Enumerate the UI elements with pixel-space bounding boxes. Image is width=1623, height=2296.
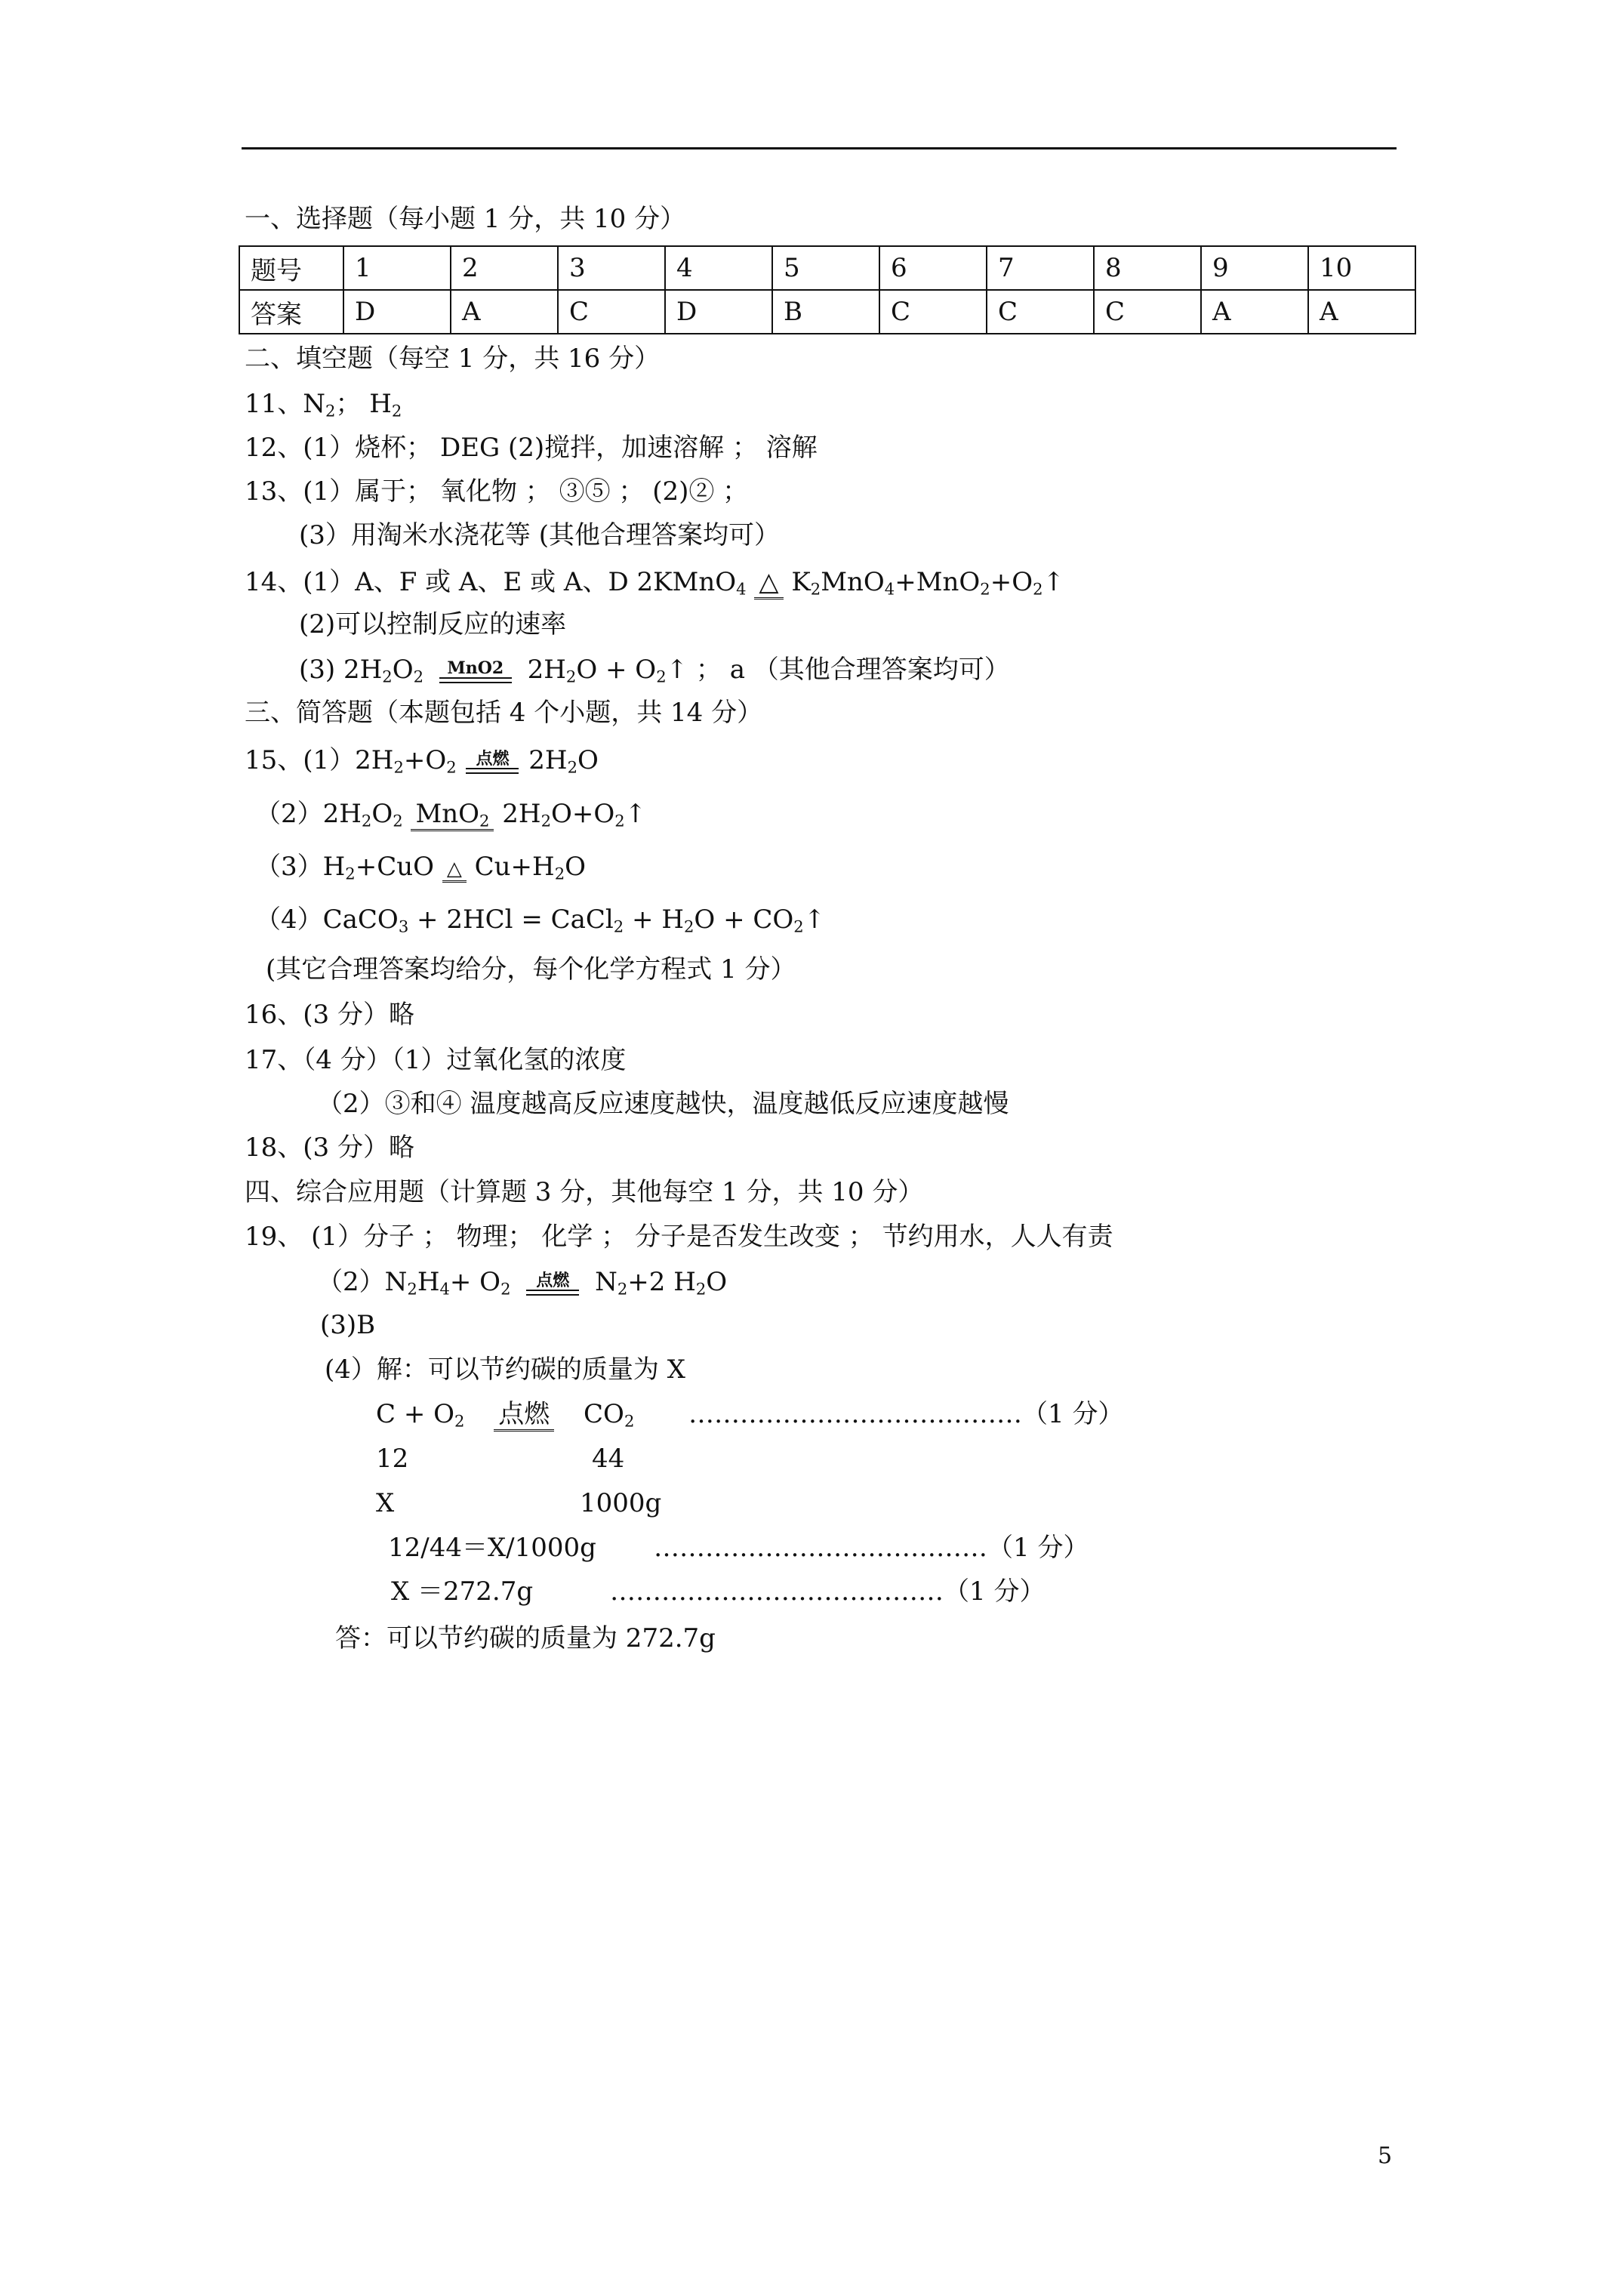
q15-text: 15、(1）2H (245, 745, 394, 775)
q19-answer: 答：可以节约碳的质量为 272.7g (335, 1623, 716, 1653)
q11-mid: ； H (335, 389, 392, 419)
ignition-condition: 点燃 (494, 1399, 554, 1432)
q15-text: + H (624, 905, 684, 935)
q19-ratio: 12/44＝X/1000g (388, 1533, 596, 1563)
q17-line2: （2）③和④ 温度越高反应速度越快，温度越低反应速度越慢 (317, 1089, 1009, 1119)
q14-line3: (3) $2H_2O_2$ MnO2 $2H_2O$ + $O_2↑$ ； a （其他合理答案均可） (299, 655, 1010, 686)
q19-unknown-x: X (376, 1488, 395, 1518)
q14-text: +O (990, 567, 1033, 597)
table-cell: C (987, 290, 1094, 334)
table-cell: 5 (772, 246, 879, 290)
q19-score-3: …………………………………（1 分） (610, 1576, 1046, 1607)
table-cell: 6 (879, 246, 987, 290)
q15-text: O (565, 852, 586, 882)
q19-text: O (706, 1267, 728, 1297)
q15-text: +CuO (355, 852, 434, 882)
answer-table (239, 245, 1416, 334)
q19-text: N (595, 1267, 617, 1297)
table-cell: 1 (343, 246, 451, 290)
table-cell: A (451, 290, 558, 334)
table-cell: A (1308, 290, 1415, 334)
q14-text: O + O (576, 655, 657, 685)
q14-line2: (2)可以控制反应的速率 (299, 609, 567, 639)
q13-line2: (3）用淘米水浇花等 (其他合理答案均可） (299, 520, 780, 550)
q19-mass-12: 12 (376, 1444, 409, 1474)
table-cell: 3 (558, 246, 665, 290)
q19-text: H (417, 1267, 440, 1297)
q18-line: 18、(3 分）略 (245, 1133, 414, 1163)
q14-text: MnO (821, 567, 885, 597)
q14-line1: 14、(1）A、F 或 A、E 或 A、D 2KMnO$_4$ △ $K_2MnO_4+MnO_2+O_2↑$ (245, 567, 1064, 599)
row-label-answer: 答案 (239, 290, 343, 334)
q15-text: +O (403, 745, 447, 775)
q15-text: （4）CaCO (255, 905, 399, 935)
q14-text: K (791, 567, 811, 597)
table-cell: 4 (665, 246, 772, 290)
q14-text: 2H (527, 655, 566, 685)
up-arrow-icon: ↑ (624, 799, 647, 829)
table-cell: 8 (1094, 246, 1201, 290)
q15-line2: $(2)2H_2O_2$ MnO$_2$ $2H_2O+O_2↑$ (255, 799, 647, 831)
ignition-condition: 点燃 (526, 1271, 579, 1296)
section2-title: 二、填空题（每空 1 分，共 16 分） (245, 344, 661, 374)
q11-sub: 2 (391, 401, 402, 421)
table-cell: B (772, 290, 879, 334)
q11-line (245, 387, 402, 427)
q19-equation: $C + O_2$ 点燃 $CO_2$ (376, 1399, 635, 1431)
table-row (239, 290, 1415, 334)
q15-line3: $(3)H_2+CuO$ △ $Cu+H_2O$ (255, 852, 586, 883)
q11-sub: 2 (325, 401, 336, 421)
q19-text: CO (584, 1399, 624, 1429)
row-label-number: 题号 (239, 246, 343, 290)
q15-note: (其它合理答案均给分，每个化学方程式 1 分） (266, 954, 796, 985)
heat-condition: △ (754, 567, 783, 599)
up-arrow-icon: ↑ (1042, 567, 1064, 597)
q19-score-1: …………………………………（1 分） (688, 1399, 1124, 1429)
table-cell: 9 (1201, 246, 1308, 290)
table-cell: C (1094, 290, 1201, 334)
table-cell: 7 (987, 246, 1094, 290)
q11-prefix: 11、N (245, 389, 326, 419)
q19-line3: (3)B (320, 1310, 376, 1340)
q15-text: O (577, 745, 599, 775)
table-row (239, 246, 1415, 290)
q19-mass-1000: 1000g (580, 1488, 662, 1518)
section3-title: 三、简答题（本题包括 4 个小题，共 14 分） (245, 698, 763, 728)
q17-line1: 17、（4 分）（1）过氧化氢的浓度 (245, 1045, 627, 1075)
table-cell: A (1201, 290, 1308, 334)
catalyst-condition: MnO$_2$ (411, 799, 494, 831)
table-cell: 2 (451, 246, 558, 290)
table-cell: D (665, 290, 772, 334)
q19-line1: 19、 (1）分子 ； 物理； 化学 ； 分子是否发生改变 ； 节约用水，人人有责 (245, 1222, 1113, 1252)
page-number: 5 (1378, 2143, 1393, 2169)
table-cell: 10 (1308, 246, 1415, 290)
section1-title: 一、选择题（每小题 1 分，共 10 分） (245, 204, 686, 234)
ignition-condition: 点燃 (466, 750, 519, 774)
up-arrow-icon: ↑ (803, 905, 826, 935)
q19-line4: (4）解：可以节约碳的质量为 X (325, 1354, 685, 1385)
q19-mass-44: 44 (592, 1444, 625, 1474)
q19-text: （2）N (317, 1267, 408, 1297)
q14-text: (3) 2H (299, 655, 383, 685)
q13-line1: 13、(1）属于； 氧化物 ； ③⑤ ； (2)② ； (245, 476, 749, 507)
q19-text: +2 H (627, 1267, 696, 1297)
q15-text: O+O (551, 799, 615, 829)
q14-text: +MnO (895, 567, 981, 597)
q15-text: 2H (528, 745, 568, 775)
table-cell: C (879, 290, 987, 334)
up-arrow-icon: ↑ (666, 655, 688, 685)
q15-text: （2）2H (255, 799, 362, 829)
q19-text: + O (449, 1267, 501, 1297)
q15-line4: （4）CaCO$_3$ + 2HCl = CaCl$_2$ + $H_2O$ + $CO_2↑$ (255, 905, 826, 936)
q19-text: C + O (376, 1399, 454, 1429)
heat-condition: △ (442, 858, 467, 883)
section4-title: 四、综合应用题（计算题 3 分，其他每空 1 分，共 10 分） (245, 1177, 924, 1207)
q15-text: O + CO (694, 905, 794, 935)
q14-text: ； a （其他合理答案均可） (695, 655, 1010, 685)
q14-text: 14、(1）A、F 或 A、E 或 A、D 2KMnO (245, 567, 737, 597)
q15-text: + 2HCl = CaCl (408, 905, 614, 935)
top-rule (242, 147, 1397, 149)
q19-result: X ＝272.7g (391, 1576, 534, 1607)
catalyst-condition: MnO2 (439, 659, 512, 683)
table-cell: D (343, 290, 451, 334)
q15-text: Cu+H (474, 852, 555, 882)
q15-line1: 15、$(1)2H_2+O_2$ 点燃 $2H_2O$ (245, 745, 599, 777)
q15-text: 2H (502, 799, 541, 829)
q19-score-2: …………………………………（1 分） (654, 1533, 1089, 1563)
q15-text: （3）H (255, 852, 346, 882)
q16-line: 16、(3 分）略 (245, 1000, 414, 1030)
q12-line: 12、(1）烧杯； DEG (2)搅拌，加速溶解 ； 溶解 (245, 433, 818, 463)
table-cell: C (558, 290, 665, 334)
q19-line2: $(2)N_2H_4+ O_2$ 点燃 $N_2+2$ $H_2O$ (317, 1267, 728, 1299)
